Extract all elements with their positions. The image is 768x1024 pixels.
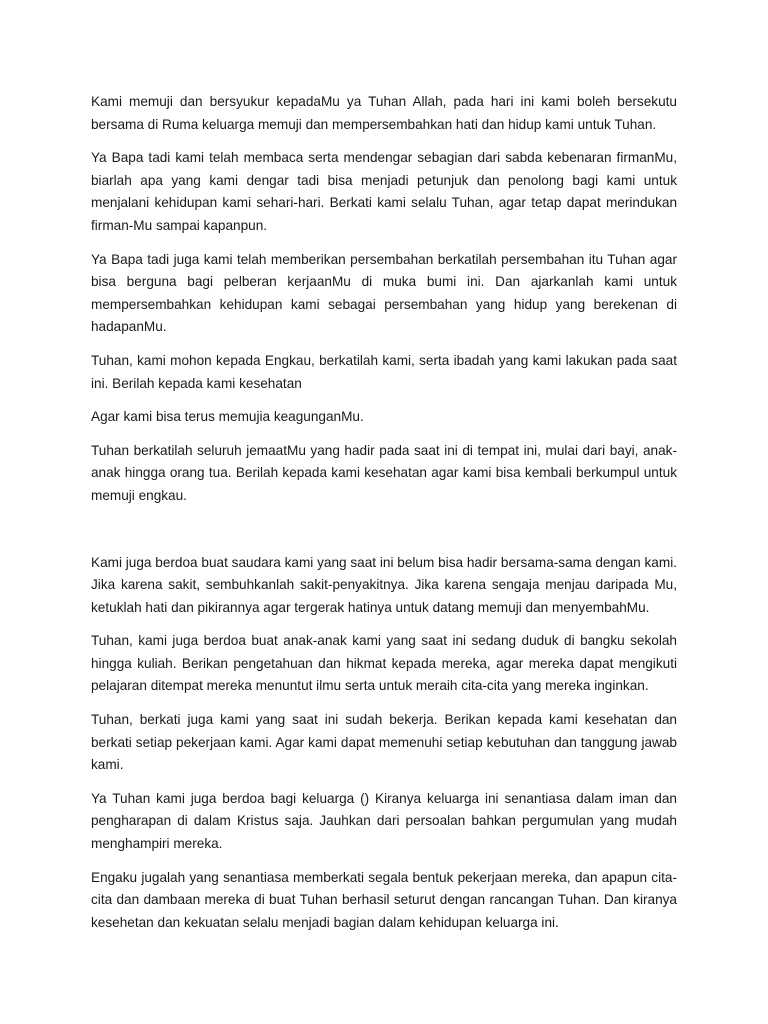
paragraph-3: Ya Bapa tadi juga kami telah memberikan persembahan berkatilah persembahan itu Tuhan agar bisa berguna bagi pelberan kerjaanMu di muka bumi ini. Dan ajarkanlah kami untuk mempersembahkan kehidupan kami sebagai persembahan yang hidup yang berekenan di hadapanMu. [91,251,677,335]
paragraph-1: Kami memuji dan bersyukur kepadaMu ya Tuhan Allah, pada hari ini kami boleh bersekutu bersama di Ruma keluarga memuji dan mempersembahkan hati dan hidup kami untuk Tuhan. [91,94,677,132]
paragraph-9: Tuhan, berkati juga kami yang saat ini sudah bekerja. Berikan kepada kami kesehatan dan berkati setiap pekerjaan kami. Agar kami dapat memenuhi setiap kebutuhan dan tanggung jawab kami. [91,712,677,773]
paragraph-2: Ya Bapa tadi kami telah membaca serta mendengar sebagian dari sabda kebenaran firmanMu, biarlah apa yang kami dengar tadi bisa menjadi petunjuk dan penolong bagi kami untuk menjalani kehidupan kami sehari-hari. Berkati kami selalu Tuhan, agar tetap dapat merindukan firman-Mu sampai kapanpun. [91,150,677,233]
document-body [91,91,677,945]
paragraph-11: Engaku jugalah yang senantiasa memberkati segala bentuk pekerjaan mereka, dan apapun cita-cita dan dambaan mereka di buat Tuhan berhasil seturut dengan rancangan Tuhan. Dan kiranya kesehetan dan kekuatan selalu menjadi bagian dalam kehidupan keluarga ini. [91,869,677,930]
paragraph-5: Agar kami bisa terus memujia keagunganMu. [91,409,364,425]
blank-line [91,519,677,552]
paragraph-6: Tuhan berkatilah seluruh jemaatMu yang hadir pada saat ini di tempat ini, mulai dari bayi, anak-anak hingga orang tua. Berilah kepada kami kesehatan agar kami bisa kembali berkumpul untuk memuji engkau. [91,442,677,503]
paragraph-10: Ya Tuhan kami juga berdoa bagi keluarga () Kiranya keluarga ini senantiasa dalam iman dan pengharapan di dalam Kristus saja. Jauhkan dari persoalan bahkan pergumulan yang mudah menghampiri mereka. [91,790,677,852]
paragraph-7: Kami juga berdoa buat saudara kami yang saat ini belum bisa hadir bersama-sama dengan kami. Jika karena sakit, sembuhkanlah sakit-penyakitnya. Jika karena sengaja menjau daripada Mu, ketuklah hati dan pikirannya agar tergerak hatinya untuk datang memuji dan menyembahMu. [91,554,677,615]
paragraph-8: Tuhan, kami juga berdoa buat anak-anak kami yang saat ini sedang duduk di bangku sekolah hingga kuliah. Berikan pengetahuan dan hikmat kepada mereka, agar mereka dapat mengikuti pelajaran ditempat mereka menuntut ilmu serta untuk meraih cita-cita yang mereka inginkan. [91,633,677,694]
paragraph-4: Tuhan, kami mohon kepada Engkau, berkatilah kami, serta ibadah yang kami lakukan pada saat ini. Berilah kepada kami kesehatan [91,352,677,391]
